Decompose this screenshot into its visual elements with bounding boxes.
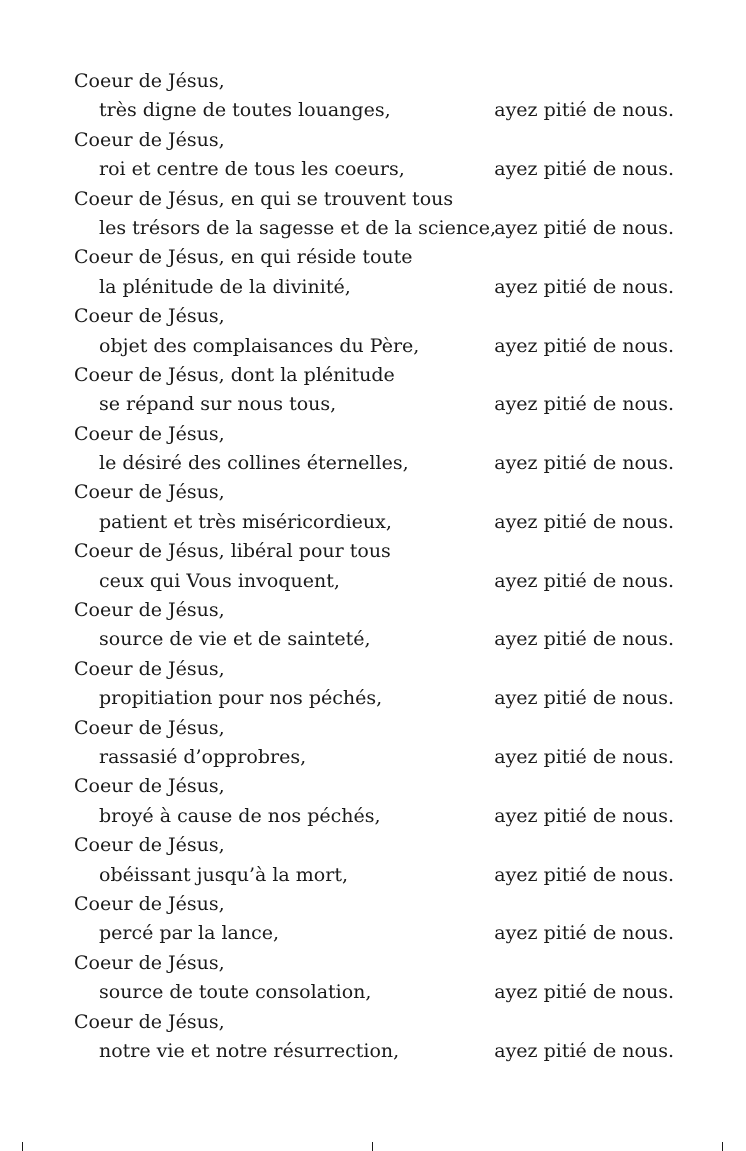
invocation-line: Coeur de Jésus, (74, 422, 225, 445)
crop-mark (22, 1142, 23, 1151)
refrain-text: ayez pitié de nous. (494, 745, 674, 768)
refrain-text: ayez pitié de nous. (494, 863, 674, 886)
refrain-text: ayez pitié de nous. (494, 393, 674, 416)
litany-entry (74, 243, 674, 302)
crop-mark (722, 1142, 723, 1151)
continuation-line (74, 625, 674, 654)
continuation-line (74, 273, 674, 302)
continuation-line (74, 861, 674, 890)
continuation-line (74, 214, 674, 243)
refrain-text: ayez pitié de nous. (494, 158, 674, 181)
refrain-text: ayez pitié de nous. (494, 628, 674, 651)
invocation-line: Coeur de Jésus, (74, 834, 225, 857)
continuation-text: se répand sur nous tous, (99, 393, 337, 416)
continuation-line (74, 449, 674, 478)
continuation-line (74, 390, 674, 419)
invocation-line: Coeur de Jésus, libéral pour tous (74, 540, 391, 563)
litany-entry (74, 537, 674, 596)
continuation-line (74, 743, 674, 772)
continuation-text: le désiré des collines éternelles, (99, 452, 409, 475)
continuation-text: rassasié d’opprobres, (99, 745, 307, 768)
continuation-line (74, 508, 674, 537)
invocation-line: Coeur de Jésus, (74, 775, 225, 798)
invocation-line: Coeur de Jésus, (74, 892, 225, 915)
continuation-text: la plénitude de la divinité, (99, 275, 351, 298)
continuation-line (74, 1037, 674, 1066)
invocation-line: Coeur de Jésus, (74, 951, 225, 974)
refrain-text: ayez pitié de nous. (494, 1039, 674, 1062)
continuation-line (74, 919, 674, 948)
invocation-line: Coeur de Jésus, en qui réside toute (74, 246, 413, 269)
refrain-text: ayez pitié de nous. (494, 510, 674, 533)
continuation-text: ceux qui Vous invoquent, (99, 569, 340, 592)
invocation-line: Coeur de Jésus, (74, 657, 225, 680)
litany-entry (74, 302, 674, 361)
continuation-line (74, 96, 674, 125)
invocation-line: Coeur de Jésus, en qui se trouvent tous (74, 187, 454, 210)
litany-entry (74, 126, 674, 185)
litany-entry (74, 596, 674, 655)
continuation-text: broyé à cause de nos péchés, (99, 804, 381, 827)
litany-entry (74, 831, 674, 890)
continuation-line (74, 802, 674, 831)
litany-entry (74, 890, 674, 949)
litany-entry (74, 478, 674, 537)
refrain-text: ayez pitié de nous. (494, 99, 674, 122)
continuation-text: objet des complaisances du Père, (99, 334, 420, 357)
litany-entry (74, 949, 674, 1008)
continuation-text: obéissant jusqu’à la mort, (99, 863, 349, 886)
refrain-text: ayez pitié de nous. (494, 216, 674, 239)
litany-entry (74, 420, 674, 479)
continuation-text: patient et très miséricordieux, (99, 510, 392, 533)
litany-page (74, 67, 674, 1066)
refrain-text: ayez pitié de nous. (494, 275, 674, 298)
refrain-text: ayez pitié de nous. (494, 922, 674, 945)
invocation-line: Coeur de Jésus, (74, 70, 225, 92)
refrain-text: ayez pitié de nous. (494, 569, 674, 592)
continuation-text: les trésors de la sagesse et de la science, (99, 216, 496, 239)
invocation-line: Coeur de Jésus, (74, 128, 225, 151)
invocation-line: Coeur de Jésus, (74, 481, 225, 504)
continuation-line (74, 978, 674, 1007)
refrain-text: ayez pitié de nous. (494, 804, 674, 827)
refrain-text: ayez pitié de nous. (494, 687, 674, 710)
litany-entry (74, 1008, 674, 1067)
continuation-text: roi et centre de tous les coeurs, (99, 158, 405, 181)
continuation-text: très digne de toutes louanges, (99, 99, 391, 122)
invocation-line: Coeur de Jésus, dont la plénitude (74, 363, 395, 386)
invocation-line: Coeur de Jésus, (74, 305, 225, 328)
continuation-text: source de vie et de sainteté, (99, 628, 371, 651)
invocation-line: Coeur de Jésus, (74, 599, 225, 622)
refrain-text: ayez pitié de nous. (494, 981, 674, 1004)
invocation-line: Coeur de Jésus, (74, 716, 225, 739)
litany-entry (74, 361, 674, 420)
continuation-line (74, 155, 674, 184)
continuation-text: notre vie et notre résurrection, (99, 1039, 400, 1062)
continuation-text: propitiation pour nos péchés, (99, 687, 383, 710)
litany-entry (74, 67, 674, 126)
litany-entry (74, 185, 674, 244)
refrain-text: ayez pitié de nous. (494, 452, 674, 475)
continuation-line (74, 332, 674, 361)
continuation-text: percé par la lance, (99, 922, 280, 945)
continuation-text: source de toute consolation, (99, 981, 372, 1004)
continuation-line (74, 567, 674, 596)
crop-mark (372, 1142, 373, 1151)
refrain-text: ayez pitié de nous. (494, 334, 674, 357)
litany-entry (74, 772, 674, 831)
litany-entry (74, 714, 674, 773)
invocation-line: Coeur de Jésus, (74, 1010, 225, 1033)
litany-entry (74, 655, 674, 714)
continuation-line (74, 684, 674, 713)
